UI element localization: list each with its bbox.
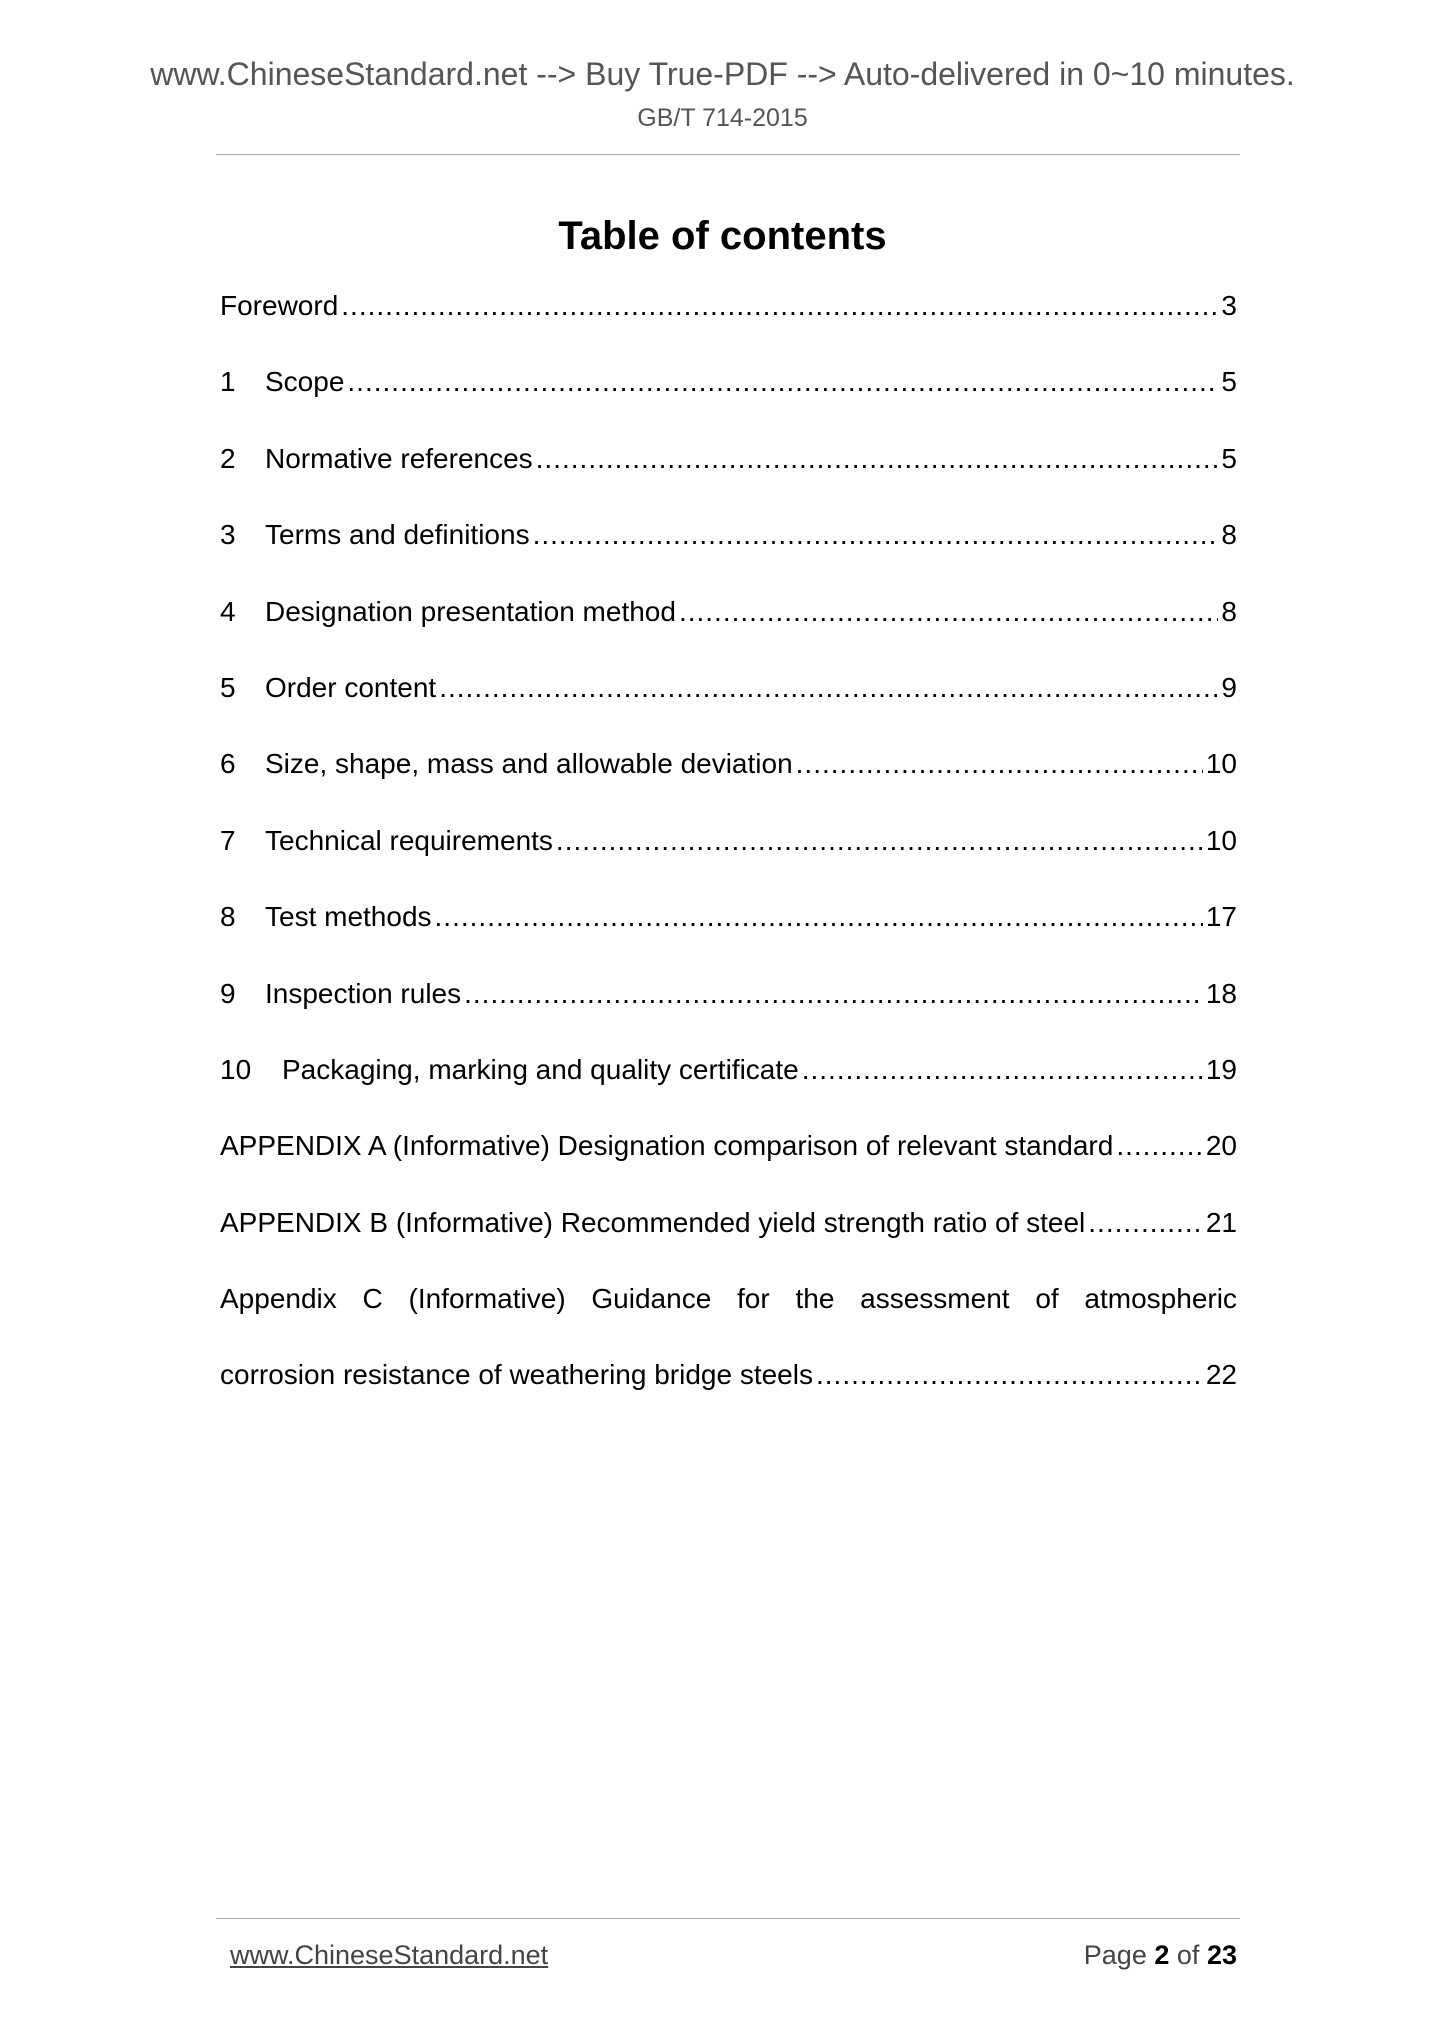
dot-leader [679, 596, 1218, 628]
toc-entry-scope[interactable] [220, 366, 1237, 442]
toc-word: for [737, 1283, 770, 1315]
toc-entry-page: 19 [1205, 1053, 1237, 1085]
page-of: of [1176, 1940, 1200, 1970]
toc-entry-number: 2 [220, 442, 236, 474]
footer-website-link[interactable]: www.ChineseStandard.net [230, 1940, 549, 1970]
toc-entry-label: Technical requirements [265, 824, 553, 856]
toc-entry-number: 3 [220, 519, 236, 551]
toc-entry-number: 6 [220, 748, 236, 780]
toc-entry-number: 4 [220, 595, 236, 627]
toc-entry-inspection-rules[interactable] [220, 978, 1237, 1054]
footer-divider [216, 1918, 1240, 1919]
toc-entry-designation-presentation-method[interactable] [220, 596, 1237, 672]
toc-word: assessment [860, 1283, 1010, 1315]
toc-entry-label: Inspection rules [265, 977, 462, 1009]
dot-leader [341, 290, 1218, 322]
toc-entry-page: 20 [1205, 1130, 1237, 1162]
toc-entry-label: Order content [265, 671, 437, 703]
toc-entry-appendix-a[interactable] [220, 1130, 1237, 1206]
toc-title: Table of contents [558, 214, 887, 258]
dot-leader [464, 978, 1203, 1010]
dot-leader [435, 901, 1203, 933]
toc-entry-label: Terms and definitions [265, 519, 530, 551]
dot-leader [796, 748, 1203, 780]
toc-entry-page: 21 [1205, 1206, 1237, 1238]
toc-word: (Informative) [408, 1283, 566, 1315]
header-divider [216, 154, 1240, 155]
toc-entry-page: 17 [1205, 901, 1237, 933]
toc-word: C [362, 1283, 383, 1315]
toc-entry-label: corrosion resistance of weathering bridge steels [220, 1359, 813, 1391]
toc-word: the [795, 1283, 835, 1315]
dot-leader [1088, 1207, 1203, 1239]
toc-entry-appendix-b[interactable] [220, 1207, 1237, 1283]
toc-entry-appendix-c-line1[interactable] [220, 1283, 1237, 1359]
table-of-contents [220, 290, 1237, 1436]
toc-entry-number: 1 [220, 366, 236, 398]
toc-entry-page: 3 [1221, 290, 1237, 321]
dot-leader [816, 1359, 1203, 1391]
toc-entry-order-content[interactable] [220, 672, 1237, 748]
toc-entry-terms-and-definitions[interactable] [220, 519, 1237, 595]
dot-leader [802, 1054, 1203, 1086]
dot-leader [533, 519, 1219, 551]
page-number [1084, 1940, 1237, 1971]
toc-entry-label: Normative references [265, 442, 533, 474]
dot-leader [536, 443, 1219, 475]
page-prefix: Page [1083, 1940, 1147, 1970]
top-banner: www.ChineseStandard.net --> Buy True-PDF --> Auto-delivered in 0~10 minutes. [150, 56, 1295, 92]
toc-entry-label: Foreword [220, 290, 339, 321]
dot-leader [439, 672, 1218, 704]
toc-entry-packaging-marking[interactable] [220, 1054, 1237, 1130]
toc-entry-label: Test methods [265, 901, 432, 933]
dot-leader [556, 825, 1203, 857]
toc-entry-page: 10 [1205, 824, 1237, 856]
toc-entry-label: APPENDIX A (Informative) Designation comparison of relevant standard [220, 1130, 1114, 1162]
toc-entry-number: 9 [220, 977, 236, 1009]
toc-entry-number: 8 [220, 901, 236, 933]
toc-entry-page: 9 [1221, 671, 1237, 703]
toc-entry-page: 5 [1221, 366, 1237, 398]
toc-entry-page: 8 [1221, 595, 1237, 627]
toc-entry-label: Size, shape, mass and allowable deviation [265, 748, 793, 780]
toc-entry-page: 5 [1221, 442, 1237, 474]
toc-entry-page: 22 [1205, 1359, 1237, 1391]
toc-entry-normative-references[interactable] [220, 443, 1237, 519]
page-total: 23 [1206, 1940, 1237, 1970]
toc-word: of [1035, 1283, 1059, 1315]
toc-entry-label: Packaging, marking and quality certificate [282, 1053, 799, 1085]
toc-word: Guidance [591, 1283, 712, 1315]
page-current: 2 [1154, 1940, 1170, 1970]
toc-entry-foreword[interactable] [220, 290, 1237, 366]
toc-entry-size-shape-mass[interactable] [220, 748, 1237, 824]
toc-entry-label: APPENDIX B (Informative) Recommended yield strength ratio of steel [220, 1206, 1086, 1238]
toc-entry-technical-requirements[interactable] [220, 825, 1237, 901]
toc-entry-number: 7 [220, 824, 236, 856]
toc-entry-page: 8 [1221, 519, 1237, 551]
toc-entry-number: 10 [220, 1053, 252, 1085]
toc-entry-page: 10 [1205, 748, 1237, 780]
dot-leader [347, 366, 1218, 398]
toc-word: atmospheric [1084, 1283, 1237, 1315]
toc-entry-test-methods[interactable] [220, 901, 1237, 977]
toc-entry-page: 18 [1205, 977, 1237, 1009]
dot-leader [1116, 1130, 1203, 1162]
toc-entry-appendix-c-line2[interactable] [220, 1359, 1237, 1435]
toc-entry-number: 5 [220, 671, 236, 703]
toc-entry-label: Scope [265, 366, 345, 398]
toc-entry-label: Designation presentation method [265, 595, 676, 627]
toc-word: Appendix [220, 1283, 337, 1315]
document-code: GB/T 714-2015 [637, 104, 808, 132]
